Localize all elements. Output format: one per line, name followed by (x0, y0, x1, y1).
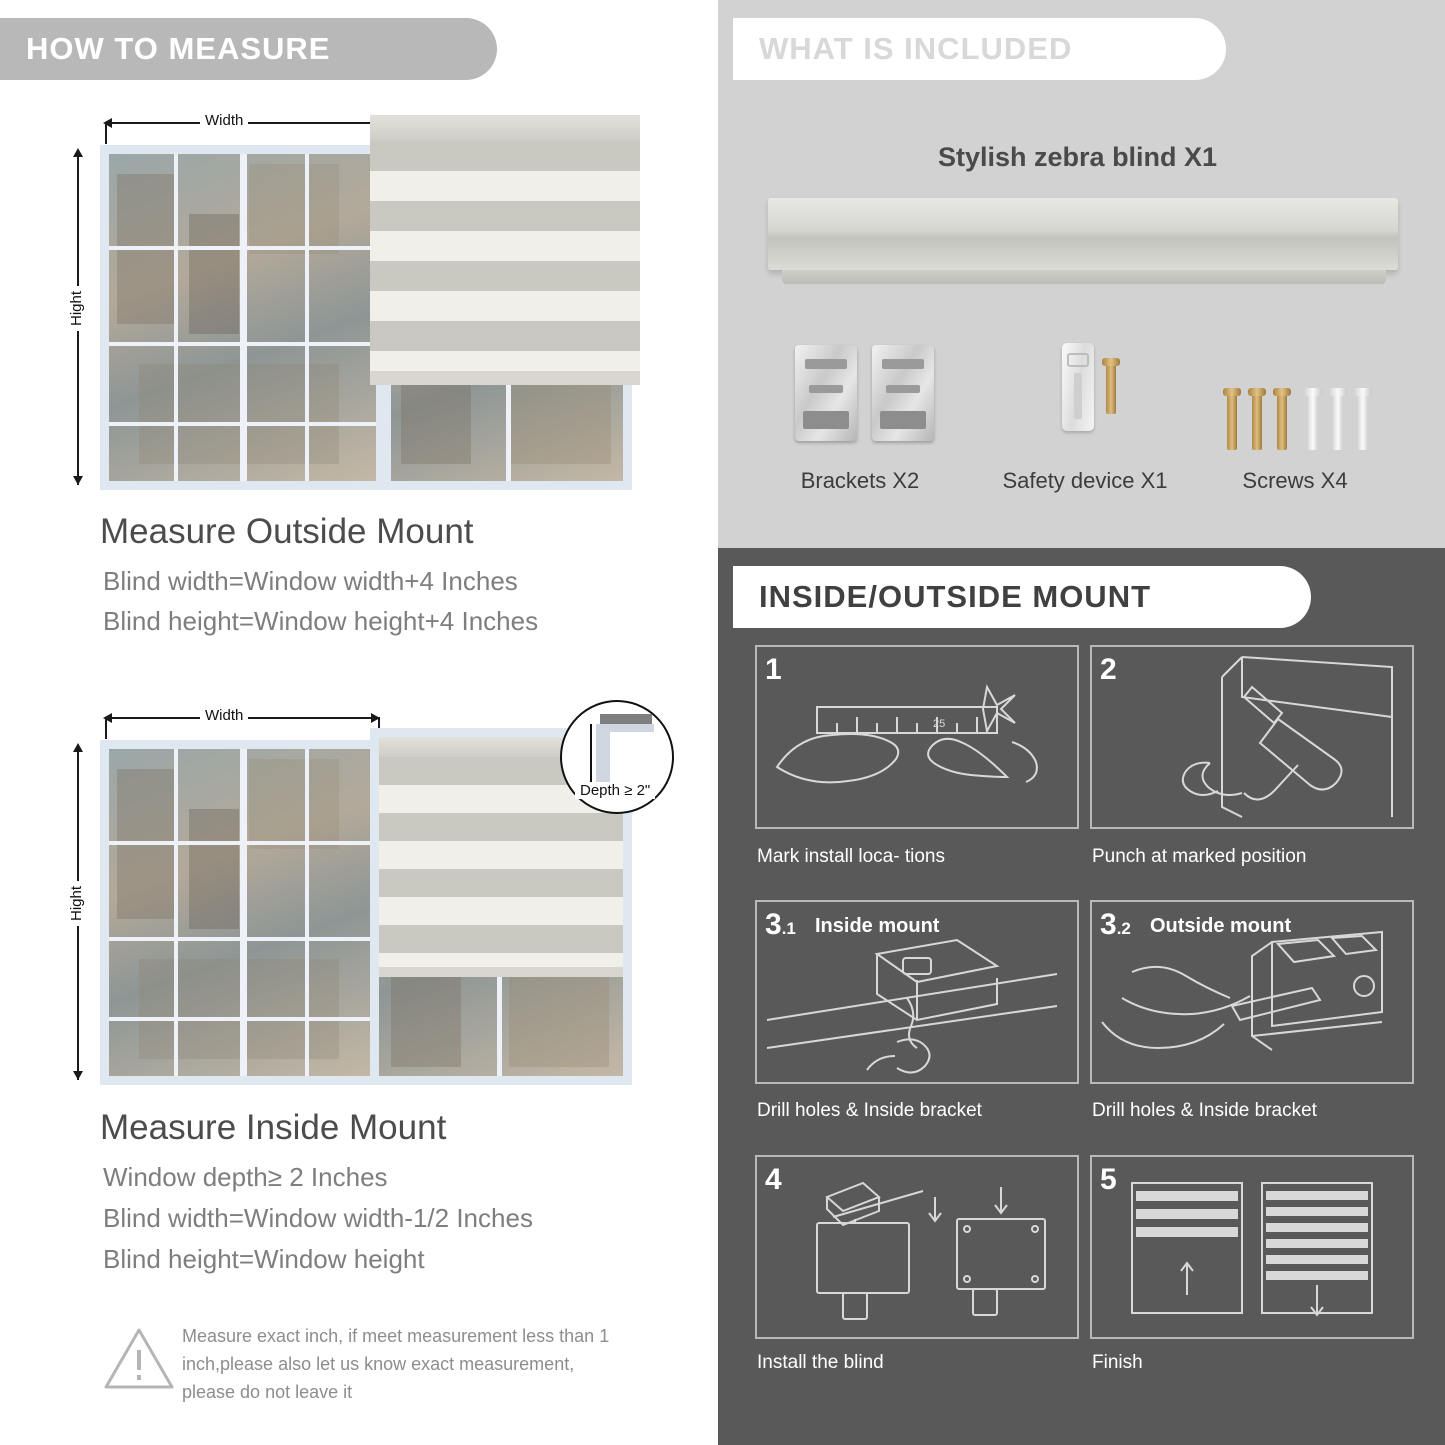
step-card-2 (1090, 645, 1414, 829)
screw-head (1273, 388, 1291, 396)
zebra-blind-product (768, 198, 1398, 270)
step-3-2-inline-label: Outside mount (1150, 915, 1292, 937)
anchor-head (1304, 388, 1322, 396)
screw-icon-1 (1227, 392, 1237, 450)
step-4-sketch (757, 1157, 1077, 1337)
step-3-2-caption: Drill holes & Inside bracket (1092, 1100, 1317, 1121)
inside-mount-heading: Measure Inside Mount (100, 1108, 447, 1147)
bracket-icon-1 (795, 345, 857, 441)
safety-screw-icon (1106, 362, 1116, 414)
screws-label: Screws X4 (1242, 468, 1348, 493)
anchor-icon-3 (1358, 392, 1368, 450)
outside-blind-window (370, 115, 640, 490)
step-card-5 (1090, 1155, 1414, 1339)
how-to-measure-title: HOW TO MEASURE (0, 18, 497, 80)
safety-device-icon (1062, 343, 1094, 431)
inside-outside-mount-title: INSIDE/OUTSIDE MOUNT (733, 566, 1311, 628)
screw-head (1102, 358, 1120, 366)
safety-device-label: Safety device X1 (1002, 468, 1168, 493)
step-card-3-2 (1090, 900, 1414, 1084)
screw-head (1223, 388, 1241, 396)
inside-mount-line-3: Blind height=Window height (103, 1244, 425, 1274)
measure-warning-text: Measure exact inch, if meet measurement less than 1 inch,please also let us know exact measurement, please do not leave it (182, 1326, 610, 1402)
inside-width-label: Width (200, 707, 248, 724)
step-1-sketch (757, 647, 1077, 827)
outside-mount-heading: Measure Outside Mount (100, 512, 474, 551)
inside-mount-illustration (60, 700, 680, 1095)
step-3-2-num-main: 3 (1100, 908, 1117, 941)
main-item-label: Stylish zebra blind X1 (938, 142, 1218, 172)
step-3-1-inline-label: Inside mount (815, 915, 940, 937)
step-5-caption: Finish (1092, 1352, 1143, 1373)
anchor-icon-2 (1333, 392, 1343, 450)
step-3-2-num-sub: .2 (1116, 919, 1131, 938)
inside-height-arrow-down (73, 1071, 83, 1080)
inside-mount-line-1: Window depth≥ 2 Inches (103, 1162, 388, 1192)
outside-width-label: Width (200, 112, 248, 129)
what-is-included-title: WHAT IS INCLUDED (733, 18, 1226, 80)
zebra-blind-bottom-lip (782, 270, 1386, 284)
screw-icon-3 (1277, 392, 1287, 450)
inside-mount-line-2: Blind width=Window width-1/2 Inches (103, 1203, 533, 1233)
outside-blind-fabric (370, 141, 640, 385)
step-card-1 (755, 645, 1079, 829)
anchor-head (1329, 388, 1347, 396)
outside-height-arrow-up (73, 148, 83, 157)
step-3-1-caption: Drill holes & Inside bracket (757, 1100, 982, 1121)
step-2-sketch (1092, 647, 1412, 827)
outside-mount-line-2: Blind height=Window height+4 Inches (103, 606, 539, 636)
anchor-head (1354, 388, 1372, 396)
outside-window-pane (109, 154, 376, 481)
outside-height-arrow-down (73, 476, 83, 485)
svg-text:25: 25 (933, 718, 946, 730)
step-card-4 (755, 1155, 1079, 1339)
outside-mount-line-1: Blind width=Window width+4 Inches (103, 566, 518, 596)
outside-window-frame (100, 145, 385, 490)
outside-height-label: Hight (68, 286, 85, 331)
step-2-number: 2 (1100, 653, 1117, 686)
step-1-caption: Mark install loca- tions (757, 846, 945, 867)
screw-head (1248, 388, 1266, 396)
how-to-measure-panel (0, 0, 712, 1445)
bracket-icon-2 (872, 345, 934, 441)
inside-height-arrow-up (73, 743, 83, 752)
step-1-number: 1 (765, 653, 782, 686)
step-4-caption: Install the blind (757, 1352, 884, 1373)
step-3-1-sketch (757, 902, 1077, 1082)
brackets-label: Brackets X2 (800, 468, 920, 493)
step-card-3-1 (755, 900, 1079, 1084)
step-5-sketch (1092, 1157, 1412, 1337)
warning-triangle-icon (103, 1325, 175, 1396)
depth-label: Depth ≥ 2" (575, 782, 655, 799)
outside-width-ext-left (105, 122, 107, 144)
outside-zebra-blind (370, 115, 640, 385)
step-3-2-sketch (1092, 902, 1412, 1082)
outside-blind-headrail (370, 115, 640, 141)
step-2-caption: Punch at marked position (1092, 846, 1307, 867)
anchor-icon-1 (1308, 392, 1318, 450)
inside-width-ext-left (105, 717, 107, 739)
outside-mount-illustration (60, 105, 680, 505)
screw-icon-2 (1252, 392, 1262, 450)
step-3-1-num-main: 3 (765, 908, 782, 941)
step-5-number: 5 (1100, 1163, 1117, 1196)
step-4-number: 4 (765, 1163, 782, 1196)
inside-height-label: Hight (68, 881, 85, 926)
inside-window-pane (109, 749, 376, 1076)
inside-window-frame (100, 740, 385, 1085)
step-3-1-num-sub: .1 (781, 919, 796, 938)
